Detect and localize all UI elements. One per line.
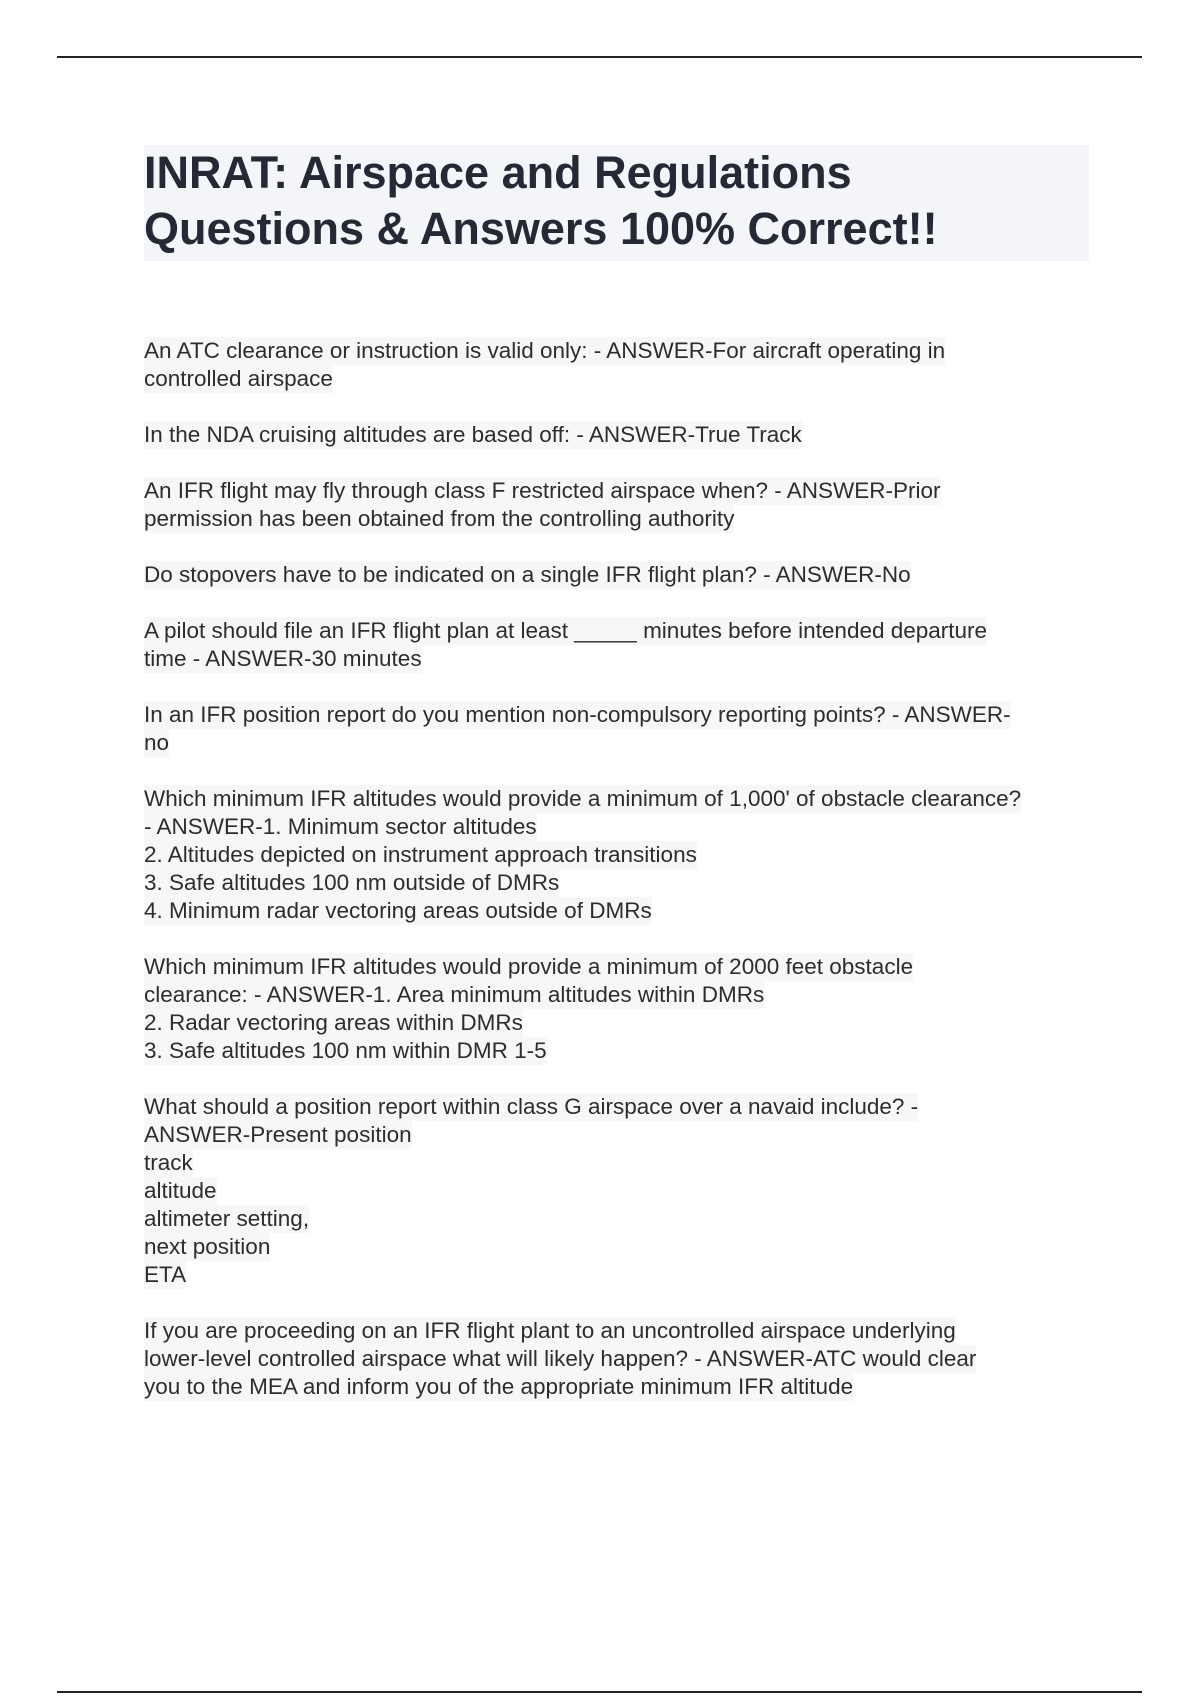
qa-item <box>144 785 1094 925</box>
qa-line: Which minimum IFR altitudes would provide a minimum of 2000 feet obstacle <box>144 954 914 979</box>
qa-line: If you are proceeding on an IFR flight plant to an uncontrolled airspace underlying <box>144 1318 956 1343</box>
qa-line: clearance: - ANSWER-1. Area minimum altitudes within DMRs <box>144 982 765 1007</box>
qa-item <box>144 617 1094 673</box>
qa-line: Which minimum IFR altitudes would provide a minimum of 1,000' of obstacle clearance? <box>144 786 1022 811</box>
qa-line: 2. Radar vectoring areas within DMRs <box>144 1010 523 1035</box>
qa-line: An IFR flight may fly through class F restricted airspace when? - ANSWER-Prior <box>144 478 941 503</box>
qa-item <box>144 421 1094 449</box>
qa-line: altitude <box>144 1178 217 1203</box>
qa-line: altimeter setting, <box>144 1206 310 1231</box>
qa-line: ETA <box>144 1262 187 1287</box>
qa-line: ANSWER-Present position <box>144 1122 412 1147</box>
qa-line: 2. Altitudes depicted on instrument approach transitions <box>144 842 697 867</box>
qa-line: track <box>144 1150 193 1175</box>
page-title-line-2: Questions & Answers 100% Correct!! <box>144 203 938 254</box>
qa-line: An ATC clearance or instruction is valid only: - ANSWER-For aircraft operating in <box>144 338 946 363</box>
qa-line: time - ANSWER-30 minutes <box>144 646 422 671</box>
qa-line: In the NDA cruising altitudes are based off: - ANSWER-True Track <box>144 422 802 447</box>
qa-line: 3. Safe altitudes 100 nm outside of DMRs <box>144 870 560 895</box>
qa-list <box>144 337 1094 1429</box>
qa-line: 3. Safe altitudes 100 nm within DMR 1-5 <box>144 1038 547 1063</box>
qa-line: What should a position report within class G airspace over a navaid include? - <box>144 1094 919 1119</box>
qa-line: next position <box>144 1234 271 1259</box>
qa-item <box>144 701 1094 757</box>
qa-item <box>144 477 1094 533</box>
qa-line: A pilot should file an IFR flight plan at least _____ minutes before intended departure <box>144 618 988 643</box>
qa-line: In an IFR position report do you mention non-compulsory reporting points? - ANSWER- <box>144 702 1011 727</box>
qa-line: 4. Minimum radar vectoring areas outside of DMRs <box>144 898 652 923</box>
qa-line: lower-level controlled airspace what will likely happen? - ANSWER-ATC would clear <box>144 1346 977 1371</box>
qa-item <box>144 337 1094 393</box>
page-title-line-1: INRAT: Airspace and Regulations <box>144 147 852 198</box>
qa-line: permission has been obtained from the controlling authority <box>144 506 735 531</box>
top-rule <box>57 56 1142 58</box>
qa-line: controlled airspace <box>144 366 333 391</box>
bottom-rule <box>57 1691 1142 1693</box>
qa-item <box>144 953 1094 1065</box>
qa-line: no <box>144 730 170 755</box>
page-title <box>144 145 1089 261</box>
qa-line: - ANSWER-1. Minimum sector altitudes <box>144 814 537 839</box>
qa-item <box>144 1093 1094 1289</box>
qa-item <box>144 1317 1094 1401</box>
qa-item <box>144 561 1094 589</box>
qa-line: you to the MEA and inform you of the appropriate minimum IFR altitude <box>144 1374 854 1399</box>
qa-line: Do stopovers have to be indicated on a single IFR flight plan? - ANSWER-No <box>144 562 911 587</box>
